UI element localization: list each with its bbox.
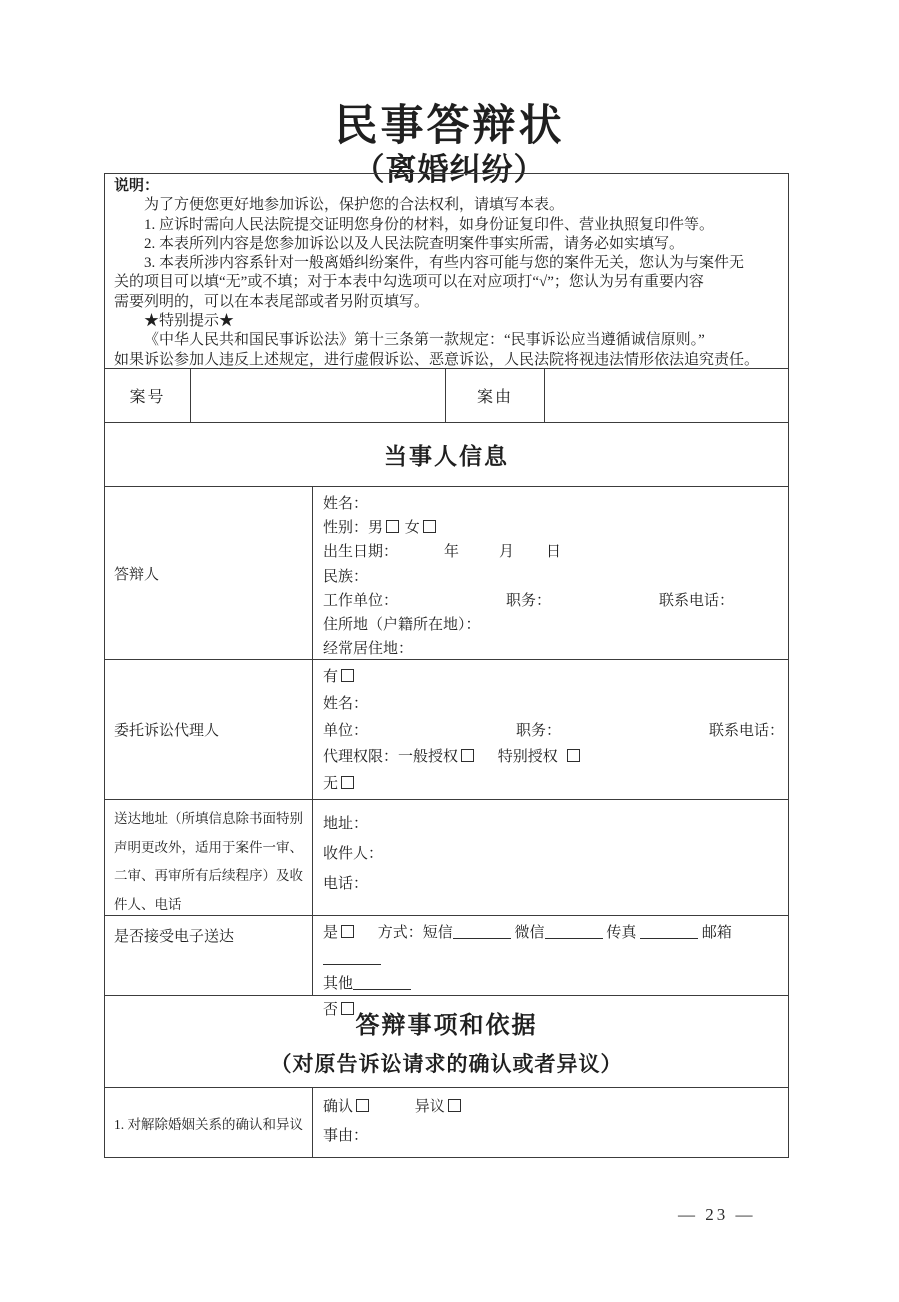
respondent-label: 答辩人: [105, 487, 313, 659]
wechat-blank-line[interactable]: [545, 925, 603, 939]
residence-label: 住所地（户籍所在地）：: [323, 617, 481, 634]
eservice-other-line: [323, 972, 788, 998]
agent-unit-line[interactable]: [323, 718, 788, 745]
special-authority-checkbox[interactable]: [567, 749, 580, 762]
service-phone-line[interactable]: [323, 869, 788, 899]
agent-has-label: 有: [323, 669, 339, 685]
defense-header-row: [105, 995, 788, 1087]
agent-none-checkbox[interactable]: [341, 776, 354, 789]
agent-row: [105, 659, 788, 799]
agent-label: 委托诉讼代理人: [105, 660, 313, 799]
male-checkbox[interactable]: [386, 520, 399, 533]
fax-blank-line[interactable]: [640, 925, 698, 939]
authority-label: 代理权限：: [323, 749, 399, 766]
answer-form-table: [104, 173, 789, 1158]
notice-line: 《中华人民共和国民事诉讼法》第十三条第一款规定：“民事诉讼应当遵循诚信原则。”: [144, 332, 705, 349]
agent-position-label: 职务：: [516, 722, 562, 739]
sms-blank-line[interactable]: [453, 925, 511, 939]
item1-choice-line: [323, 1093, 788, 1122]
email-blank-line[interactable]: [323, 951, 381, 965]
notice-row: [105, 174, 788, 368]
eservice-email-label: 邮箱: [701, 925, 732, 941]
habitual-residence-label: 经常居住地：: [323, 641, 414, 658]
case-number-label: 案号: [105, 369, 191, 422]
cause-label: 案由: [446, 369, 545, 422]
defense-item1-row: [105, 1087, 788, 1157]
birth-label: 出生日期：: [323, 544, 399, 561]
recipient-label: 收件人：: [323, 846, 384, 862]
general-authority-label: 一般授权: [398, 749, 459, 766]
objection-label: 异议: [414, 1099, 445, 1115]
respondent-ethnicity-line[interactable]: [323, 565, 788, 589]
eservice-no-label: 否: [323, 1001, 339, 1018]
item1-fields: [313, 1088, 788, 1157]
respondent-work-line[interactable]: [323, 589, 788, 613]
notice-line: 需要列明的，可以在本表尾部或者另附页填写。: [114, 293, 430, 310]
respondent-fields: [313, 487, 788, 659]
agent-none-line: [323, 771, 788, 798]
reason-label: 事由：: [323, 1128, 369, 1144]
defense-section-subheader: （对原告诉讼请求的确认或者异议）: [270, 1052, 623, 1077]
electronic-service-fields: [313, 916, 788, 1018]
agent-authority-line: [323, 744, 788, 771]
item1-label: 1. 对解除婚姻关系的确认和异议: [105, 1088, 313, 1157]
eservice-yes-checkbox[interactable]: [341, 925, 354, 938]
agent-phone-label: 联系电话：: [709, 722, 785, 739]
phone-label: 联系电话：: [659, 592, 735, 609]
agent-fields: [313, 660, 788, 799]
respondent-habitual-line[interactable]: [323, 637, 788, 661]
service-phone-label: 电话：: [323, 876, 369, 892]
electronic-service-label: 是否接受电子送达: [105, 916, 313, 995]
eservice-yes-label: 是: [323, 925, 339, 941]
document-title: 民事答辩状: [334, 103, 565, 150]
notice-line: 为了方便您更好地参加诉讼，保护您的合法权利，请填写本表。: [144, 197, 565, 214]
item1-reason-line[interactable]: [323, 1122, 788, 1151]
notice-special-tip: ★特别提示★: [144, 313, 235, 330]
notice-line: 如果诉讼参加人违反上述规定，进行虚假诉讼、恶意诉讼，人民法院将视违法情形依法追究责任。: [114, 351, 760, 368]
eservice-wechat-label: 微信: [514, 925, 545, 941]
name-label: 姓名：: [323, 496, 369, 512]
eservice-other-label: 其他: [323, 976, 354, 992]
notice-line: 3. 本表所涉内容系针对一般离婚纠纷案件，有些内容可能与您的案件无关，您认为与案件无: [144, 255, 745, 272]
party-info-header: 当事人信息: [384, 444, 509, 469]
special-authority-label: 特别授权: [497, 749, 558, 766]
address-label: 地址：: [323, 816, 369, 832]
employer-label: 工作单位：: [323, 592, 399, 609]
eservice-fax-label: 传真: [606, 925, 637, 941]
agent-none-label: 无: [323, 776, 339, 793]
day-label: 日: [546, 544, 562, 561]
respondent-birth-line[interactable]: [323, 540, 788, 564]
defense-section-header: 答辩事项和依据: [355, 1012, 538, 1039]
case-number-value-cell[interactable]: [191, 369, 446, 422]
agent-has-checkbox[interactable]: [341, 669, 354, 682]
agent-has-line: [323, 664, 788, 691]
document-subtitle: （离婚纠纷）: [353, 152, 546, 187]
gender-female-label: 女: [404, 520, 420, 537]
service-address-line[interactable]: [323, 809, 788, 839]
notice-line: 1. 应诉时需向人民法院提交证明您身份的材料，如身份证复印件、营业执照复印件等。: [144, 216, 715, 233]
gender-label: 性别：: [323, 520, 369, 537]
cause-value-cell[interactable]: [545, 369, 788, 422]
agent-name-label: 姓名：: [323, 695, 369, 712]
defense-header-wrap: [105, 996, 788, 1087]
eservice-method-label: 方式：: [377, 925, 423, 941]
confirm-checkbox[interactable]: [356, 1099, 369, 1112]
notice-box: [105, 174, 767, 368]
notice-heading: 说明：: [114, 178, 160, 194]
service-recipient-line[interactable]: [323, 839, 788, 869]
notice-line: 关的项目可以填“无”或不填；对于本表中勾选项可以在对应项打“√”；您认为另有重要内容: [114, 274, 704, 291]
eservice-sms-label: 短信: [422, 925, 453, 941]
case-row: [105, 368, 788, 422]
party-info-header-row: [105, 422, 788, 486]
month-label: 月: [499, 544, 515, 561]
page-number: — 23 —: [678, 1205, 756, 1224]
general-authority-checkbox[interactable]: [461, 749, 474, 762]
female-checkbox[interactable]: [423, 520, 436, 533]
service-address-label: 送达地址（所填信息除书面特别声明更改外，适用于案件一审、二审、再审所有后续程序）及收件人、电话: [105, 800, 313, 915]
objection-checkbox[interactable]: [448, 1099, 461, 1112]
position-label: 职务：: [506, 592, 552, 609]
service-address-fields: [313, 800, 788, 915]
respondent-name-line[interactable]: [323, 492, 788, 516]
agent-name-line[interactable]: [323, 691, 788, 718]
respondent-row: [105, 486, 788, 659]
respondent-gender-line: [323, 516, 788, 540]
gender-male-label: 男: [368, 520, 384, 537]
year-label: 年: [444, 544, 460, 561]
eservice-yes-line: [323, 921, 788, 972]
ethnicity-label: 民族：: [323, 568, 369, 585]
service-address-row: [105, 799, 788, 915]
confirm-label: 确认: [323, 1099, 354, 1115]
agent-unit-label: 单位：: [323, 722, 369, 739]
electronic-service-row: [105, 915, 788, 1018]
notice-line: 2. 本表所列内容是您参加诉讼以及人民法院查明案件事实所需，请务必如实填写。: [144, 235, 685, 252]
respondent-residence-line[interactable]: [323, 613, 788, 637]
other-blank-line[interactable]: [353, 976, 411, 990]
